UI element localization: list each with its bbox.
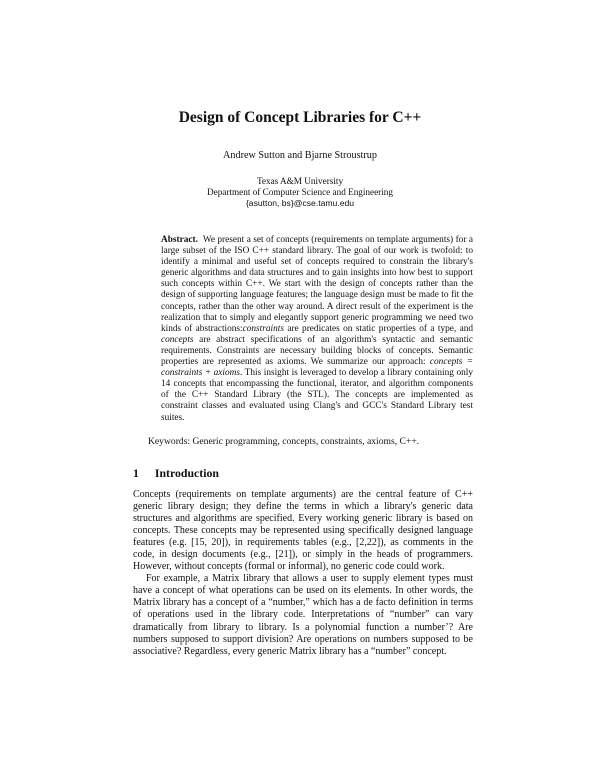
abstract-text-4: . This insight is leveraged to develop a library containing only 14 concepts that encompassing the functional, iterator, and algorithm components of the C++ Standard Library (the STL). The concepts are implemented as constraint classes and evaluated using Clang's and GCC's Standard Library test suites. [161, 368, 473, 423]
body-paragraph-1: Concepts (requirements on template arguments) are the central feature of C++ generic library design; they define the terms in which a library's generic data structures and algorithms are specified. Every working generic library is based on concepts. These concepts may be represented using specifically designed language features (e.g. [15, 20]), in requirements tables (e.g., [2,22]), as comments in the code, in design documents (e.g., [21]), or simply in the heads of programmers. However, without concepts (formal or informal), no generic code could work. [133, 489, 473, 573]
abstract [161, 235, 473, 424]
abstract-text-1: We present a set of concepts (requirements on template arguments) for a large subset of the ISO C++ standard library. The goal of our work is twofold: to identify a minimal and useful set of concepts required to constrain the library's generic algorithms and data structures and to gain insights into how best to support such concepts within C++. We start with the design of concepts rather than the design of supporting language features; the language design must be made to fit the concepts, rather than the other way around. A direct result of the experiment is the realization that to simply and elegantly support generic programming we need two kinds of abstractions: [161, 235, 473, 334]
section-title: Introduction [154, 466, 219, 480]
abstract-formula: concepts = constraints + axioms [161, 357, 473, 379]
abstract-label: Abstract. [161, 235, 198, 245]
section-heading [133, 466, 219, 481]
section-number: 1 [133, 466, 139, 480]
paper-title: Design of Concept Libraries for C++ [178, 109, 422, 126]
abstract-term-constraints: constraints [242, 323, 284, 334]
affiliation [0, 176, 600, 208]
keywords: Keywords: Generic programming, concepts, constraints, axioms, C++. [148, 436, 420, 447]
body-paragraph-2: For example, a Matrix library that allows a user to supply element types must have a concept of what operations can be used on its elements. In other words, the Matrix library has a concept of a “number,” which has a de facto definition in terms of operations used in the library code. Interpretations of “number” can vary dramatically from library to library. Is a polynomial function a number’? Are numbers supposed to support division? Are operations on numbers supposed to be associative? Regardless, every generic Matrix library has a “number” concept. [133, 573, 473, 657]
affiliation-university: Texas A&M University [256, 176, 344, 186]
abstract-term-concepts: concepts [161, 334, 194, 345]
abstract-text-2: are predicates on static properties of a type, and [287, 323, 474, 334]
affiliation-email: {asutton, bs}@cse.tamu.edu [245, 197, 355, 208]
affiliation-department: Department of Computer Science and Engineering [207, 186, 393, 197]
section-body [133, 489, 473, 658]
abstract-text-3: are abstract specifications of an algorithm's syntactic and semantic requirements. Constraints are necessary building blocks of concepts. Semantic properties are represented as axioms. We summarize our approach: [161, 334, 473, 368]
paper-authors: Andrew Sutton and Bjarne Stroustrup [223, 150, 377, 161]
